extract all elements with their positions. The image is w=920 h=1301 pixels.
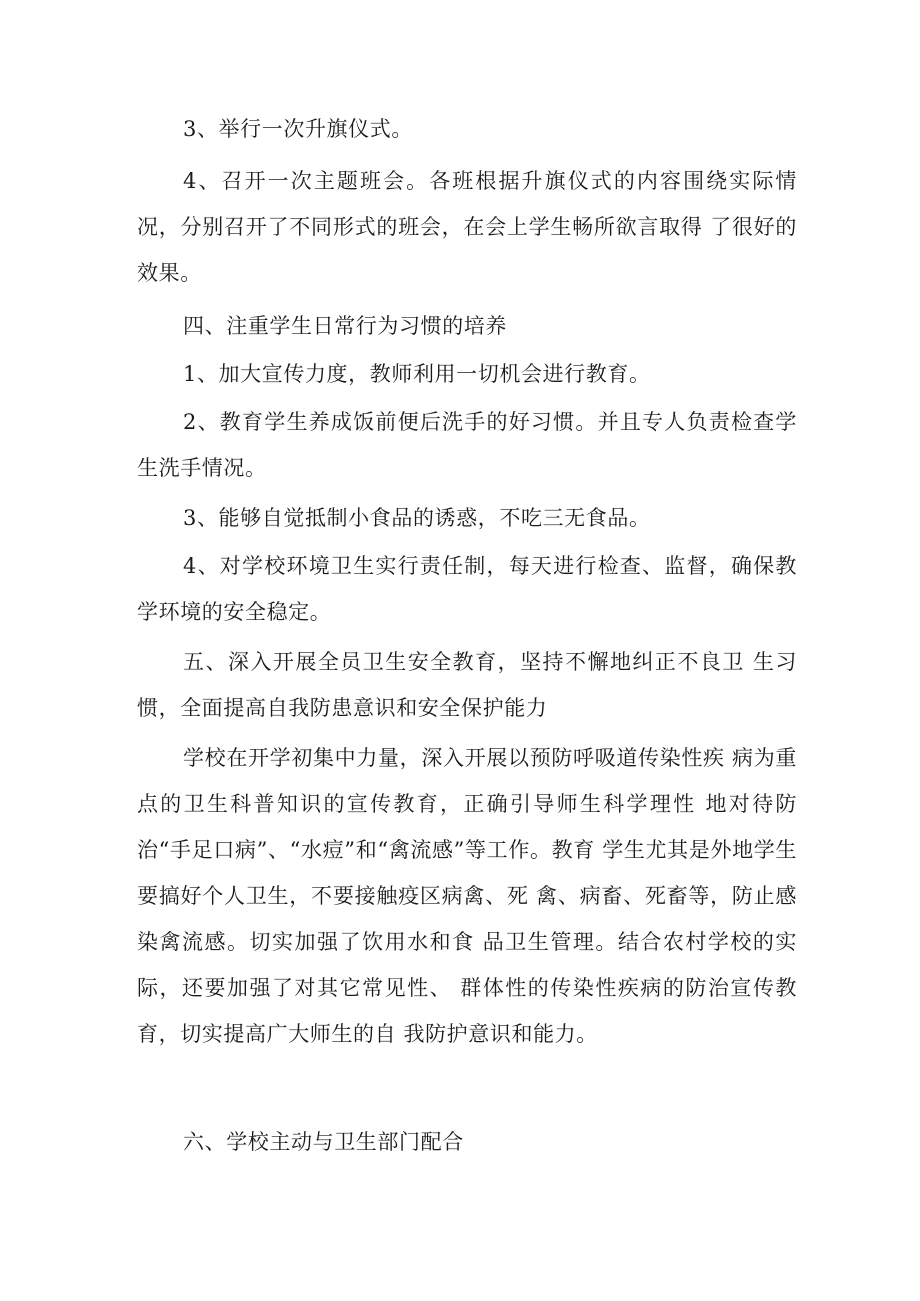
section-heading-habits: 四、注重学生日常行为习惯的培养: [183, 314, 507, 338]
paragraph-snacks: 3、能够自觉抵制小食品的诱惑，不吃三无食品。: [183, 506, 651, 530]
paragraph-theme-class-meeting: 4、召开一次主题班会。各班根据升旗仪式的内容围绕实际情况，分别召开了不同形式的班会，在会上学生畅所欲言取得 了很好的效果。: [137, 169, 797, 285]
paragraph-handwashing: 2、教育学生养成饭前便后洗手的好习惯。并且专人负责检查学生洗手情况。: [137, 410, 797, 480]
paragraph-flag-ceremony: 3、举行一次升旗仪式。: [183, 117, 413, 141]
section-heading-safety-education: 五、深入开展全员卫生安全教育，坚持不懈地纠正不良卫 生习惯，全面提高自我防患意识和安全保护能力: [137, 650, 797, 720]
paragraph-publicity: 1、加大宣传力度，教师利用一切机会进行教育。: [183, 362, 651, 386]
section-heading-health-cooperation: 六、学校主动与卫生部门配合: [183, 1130, 464, 1154]
paragraph-disease-prevention: 学校在开学初集中力量，深入开展以预防呼吸道传染性疾 病为重点的卫生科普知识的宣传教育，正确引导师生科学理性 地对待防治“手足口病”、“水痘”和“禽流感”等工作。教育 学生尤其是外地学生要搞好个人卫生，不要接触疫区病禽、死 禽、病畜、死畜等，防止感染禽流感。切实加强了饮用水和食 品卫生管理。结合农村学校的实际，还要加强了对其它常见性、 群体性的传染性疾病的防治宣传教育，切实提高广大师生的自 我防护意识和能力。: [137, 746, 797, 1046]
paragraph-responsibility: 4、对学校环境卫生实行责任制，每天进行检查、监督，确保教学环境的安全稳定。: [137, 554, 797, 624]
